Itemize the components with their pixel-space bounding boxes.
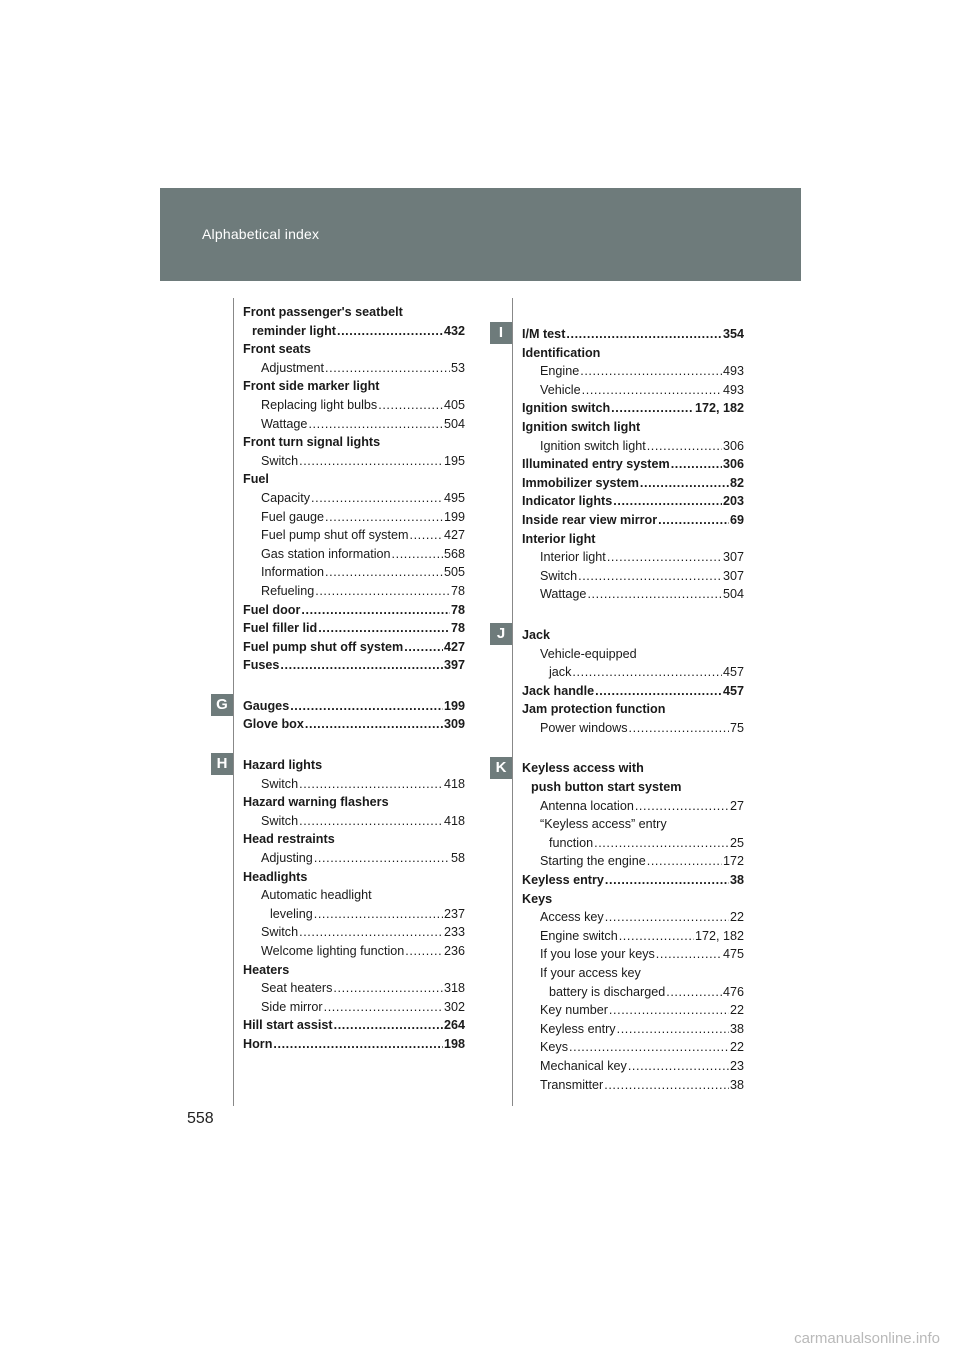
entry-term: Power windows (540, 720, 628, 735)
entry-term: Automatic headlight (261, 888, 372, 903)
entry-page-ref[interactable]: 78 (450, 583, 465, 598)
entry-term: Keys (522, 891, 553, 906)
dot-leader (314, 905, 443, 924)
entry-page-ref[interactable]: 309 (443, 717, 465, 732)
entry-term: Transmitter (540, 1077, 604, 1092)
index-entry[interactable] (522, 1020, 744, 1039)
entry-term: If you lose your keys (540, 947, 655, 962)
dot-leader (325, 563, 443, 582)
entry-term: Switch (261, 813, 299, 828)
entry-page-ref[interactable]: 307 (722, 568, 744, 583)
entry-page-ref[interactable]: 505 (443, 565, 465, 580)
dot-leader (299, 775, 443, 794)
entry-page-ref[interactable]: 78 (450, 602, 465, 617)
index-entry[interactable] (243, 656, 465, 675)
dot-leader (611, 399, 694, 418)
index-entry[interactable] (522, 585, 744, 604)
dot-leader (315, 582, 450, 601)
entry-page-ref[interactable]: 23 (729, 1058, 744, 1073)
index-entry[interactable] (243, 697, 465, 716)
entry-page-ref[interactable]: 198 (443, 1036, 465, 1051)
index-entry (243, 470, 465, 489)
entry-page-ref[interactable]: 475 (722, 947, 744, 962)
entry-page-ref[interactable]: 427 (443, 528, 465, 543)
entry-page-ref[interactable]: 199 (443, 698, 465, 713)
entry-term: Front seats (243, 342, 311, 357)
index-entry[interactable] (243, 415, 465, 434)
entry-page-ref[interactable]: 318 (443, 981, 465, 996)
index-entry[interactable] (243, 508, 465, 527)
entry-term: Fuel (243, 472, 269, 487)
dot-leader (404, 638, 443, 657)
index-entry[interactable] (522, 511, 744, 530)
entry-page-ref[interactable]: 38 (729, 873, 744, 888)
entry-page-ref[interactable]: 493 (722, 364, 744, 379)
dot-leader (299, 452, 443, 471)
entry-page-ref[interactable]: 69 (729, 512, 744, 527)
index-entry (243, 433, 465, 452)
dot-leader (314, 849, 450, 868)
entry-term: Front side marker light (243, 379, 380, 394)
dot-leader (333, 979, 443, 998)
entry-page-ref[interactable]: 199 (443, 509, 465, 524)
dot-leader (628, 1057, 729, 1076)
entry-term: Antenna location (540, 798, 634, 813)
header-title: Alphabetical index (202, 226, 320, 242)
index-entry[interactable] (243, 359, 465, 378)
section-letter-h: H (211, 753, 233, 775)
dot-leader (325, 508, 443, 527)
section-letter-k: K (490, 757, 512, 779)
entry-term: Front passenger's seatbelt (243, 305, 403, 319)
dot-leader (647, 437, 722, 456)
index-entry[interactable] (522, 852, 744, 871)
entry-term: reminder light (252, 323, 336, 338)
dot-leader (572, 663, 722, 682)
index-entry[interactable] (522, 362, 744, 381)
index-entry[interactable] (243, 452, 465, 471)
index-entry[interactable] (522, 437, 744, 456)
dot-leader (569, 1038, 729, 1057)
entry-term: Interior light (540, 550, 606, 565)
entry-term: Engine switch (540, 928, 618, 943)
entry-term: Jam protection function (522, 702, 666, 717)
entry-page-ref[interactable]: 75 (729, 720, 744, 735)
index-entry[interactable] (522, 927, 744, 946)
entry-term: Seat heaters (261, 981, 333, 996)
index-entry[interactable] (522, 719, 744, 738)
entry-page-ref[interactable]: 493 (722, 382, 744, 397)
entry-term: Glove box (243, 717, 304, 732)
index-entry[interactable] (522, 1001, 744, 1020)
entry-page-ref[interactable]: 504 (443, 416, 465, 431)
entry-term: Keyless entry (540, 1021, 616, 1036)
entry-term: Fuel pump shut off system (243, 639, 404, 654)
entry-term: I/M test (522, 327, 566, 341)
entry-term: Fuel filler lid (243, 621, 318, 636)
index-entry (243, 961, 465, 980)
index-entry (243, 756, 465, 775)
entry-term: Access key (540, 910, 604, 925)
dot-leader (392, 545, 443, 564)
index-entry[interactable] (522, 548, 744, 567)
index-entry (243, 377, 465, 396)
entry-term: Horn (243, 1036, 273, 1051)
index-entry (243, 340, 465, 359)
entry-page-ref[interactable]: 568 (443, 546, 465, 561)
entry-term: Hazard lights (243, 758, 323, 773)
entry-term: Jack (522, 627, 551, 642)
entry-term: leveling (270, 906, 313, 921)
dot-leader (409, 526, 443, 545)
dot-leader (318, 619, 450, 638)
entry-term: Fuel gauge (261, 509, 325, 524)
index-entry[interactable] (243, 998, 465, 1017)
index-entry[interactable] (243, 601, 465, 620)
index-entry (522, 344, 744, 363)
entry-term: Key number (540, 1003, 608, 1018)
entry-term: Welcome lighting function (261, 944, 405, 958)
dot-leader (299, 923, 443, 942)
entry-page-ref[interactable]: 22 (729, 1003, 744, 1018)
entry-term: Keyless access with (522, 761, 644, 776)
entry-page-ref[interactable]: 78 (450, 621, 465, 636)
index-entry (243, 868, 465, 887)
index-entry[interactable] (243, 942, 465, 961)
index-entry (522, 815, 744, 834)
entry-page-ref[interactable]: 38 (729, 1077, 744, 1092)
index-entry[interactable] (522, 945, 744, 964)
entry-page-ref[interactable]: 457 (722, 683, 744, 698)
dot-leader (378, 396, 443, 415)
entry-term: Adjustment (261, 360, 324, 375)
entry-term: Fuses (243, 658, 280, 673)
entry-page-ref[interactable]: 22 (729, 910, 744, 925)
index-entry[interactable] (522, 1038, 744, 1057)
index-entry[interactable] (522, 474, 744, 493)
entry-page-ref[interactable]: 22 (729, 1040, 744, 1055)
index-entry (522, 759, 744, 778)
entry-term: Illuminated entry system (522, 457, 670, 472)
entry-term: Mechanical key (540, 1058, 627, 1073)
entry-term: Fuel door (243, 602, 301, 617)
index-entry[interactable] (243, 619, 465, 638)
index-entry (522, 778, 744, 797)
index-entry (243, 886, 465, 905)
entry-term: Side mirror (261, 999, 323, 1014)
index-column-left (243, 303, 465, 1054)
entry-page-ref[interactable]: 237 (443, 906, 465, 921)
index-entry (522, 626, 744, 645)
left-column-rule (233, 298, 234, 1106)
entry-page-ref[interactable]: 38 (729, 1021, 744, 1036)
entry-page-ref[interactable]: 25 (729, 835, 744, 850)
index-entry[interactable] (243, 563, 465, 582)
index-entry[interactable] (522, 492, 744, 511)
entry-page-ref[interactable]: 306 (722, 438, 744, 453)
entry-term: Indicator lights (522, 494, 613, 509)
entry-term: “Keyless access” entry (540, 817, 667, 832)
index-entry[interactable] (243, 1016, 465, 1035)
dot-leader (647, 852, 722, 871)
index-entry[interactable] (522, 908, 744, 927)
entry-page-ref[interactable]: 195 (443, 453, 465, 468)
entry-term: Fuel pump shut off system (261, 528, 409, 543)
index-entry (522, 964, 744, 983)
entry-term: Engine (540, 364, 580, 379)
entry-page-ref[interactable]: 302 (443, 999, 465, 1014)
entry-term: Wattage (261, 416, 308, 431)
entry-term: Keys (540, 1040, 568, 1055)
entry-page-ref[interactable]: 397 (443, 658, 465, 673)
index-entry (243, 830, 465, 849)
dot-leader (604, 1076, 729, 1095)
dot-leader (629, 719, 729, 738)
entry-term: Information (261, 565, 324, 580)
entry-term: Identification (522, 345, 601, 360)
dot-leader (617, 1020, 729, 1039)
dot-leader (301, 601, 450, 620)
section-letter-g: G (211, 694, 233, 716)
dot-leader (337, 322, 443, 341)
entry-page-ref[interactable]: 27 (729, 798, 744, 813)
entry-term: push button start system (531, 780, 682, 795)
dot-leader (635, 797, 729, 816)
entry-term: function (549, 835, 594, 850)
dot-leader (305, 715, 443, 734)
dot-leader (324, 998, 443, 1017)
entry-page-ref[interactable]: 307 (722, 550, 744, 565)
dot-leader (566, 325, 722, 344)
dot-leader (605, 908, 729, 927)
section-gap (522, 303, 744, 325)
index-entry (243, 793, 465, 812)
entry-page-ref[interactable]: 457 (722, 665, 744, 680)
entry-term: Replacing light bulbs (261, 397, 378, 412)
index-entry[interactable] (243, 545, 465, 564)
entry-term: Heaters (243, 962, 290, 977)
dot-leader (582, 381, 722, 400)
section-gap (243, 675, 465, 697)
index-entry[interactable] (243, 775, 465, 794)
entry-page-ref[interactable]: 233 (443, 925, 465, 940)
entry-term: Headlights (243, 869, 308, 884)
entry-page-ref[interactable]: 504 (722, 587, 744, 602)
section-letter-i: I (490, 322, 512, 344)
dot-leader (280, 656, 443, 675)
section-letter-j: J (490, 623, 512, 645)
dot-leader (613, 492, 722, 511)
entry-term: Ignition switch light (540, 438, 646, 453)
dot-leader (308, 415, 443, 434)
dot-leader (640, 474, 729, 493)
entry-term: Switch (540, 568, 578, 583)
entry-page-ref[interactable]: 53 (450, 360, 465, 375)
dot-leader (609, 1001, 729, 1020)
index-entry[interactable] (243, 489, 465, 508)
index-entry[interactable] (243, 923, 465, 942)
dot-leader (311, 489, 443, 508)
entry-term: Switch (261, 453, 299, 468)
entry-page-ref[interactable]: 203 (722, 494, 744, 509)
entry-page-ref[interactable]: 476 (722, 984, 744, 999)
index-entry[interactable] (243, 582, 465, 601)
dot-leader (405, 942, 443, 961)
index-entry[interactable] (522, 797, 744, 816)
entry-page-ref[interactable]: 306 (722, 457, 744, 472)
entry-page-ref[interactable]: 172, 182 (694, 928, 744, 943)
dot-leader (595, 682, 722, 701)
index-entry[interactable] (522, 381, 744, 400)
section-gap (522, 604, 744, 626)
entry-term: Hill start assist (243, 1018, 333, 1033)
index-entry (522, 645, 744, 664)
entry-page-ref[interactable]: 172, 182 (694, 401, 744, 416)
entry-term: Hazard warning flashers (243, 795, 389, 810)
index-entry[interactable] (522, 663, 744, 682)
dot-leader (578, 567, 722, 586)
entry-page-ref[interactable]: 405 (443, 397, 465, 412)
page-number: 558 (187, 1110, 214, 1127)
dot-leader (605, 871, 729, 890)
entry-term: Starting the engine (540, 854, 646, 869)
index-entry[interactable] (522, 399, 744, 418)
entry-term: Refueling (261, 583, 315, 598)
index-entry[interactable] (522, 834, 744, 853)
index-entry[interactable] (243, 396, 465, 415)
entry-term: Front turn signal lights (243, 435, 381, 450)
entry-page-ref[interactable]: 427 (443, 639, 465, 654)
entry-term: Switch (261, 925, 299, 940)
watermark: carmanualsonline.info (794, 1330, 940, 1347)
entry-page-ref[interactable]: 354 (722, 327, 744, 341)
entry-page-ref[interactable]: 172 (722, 854, 744, 869)
section-gap (522, 737, 744, 759)
dot-leader (334, 1016, 443, 1035)
entry-page-ref[interactable]: 418 (443, 776, 465, 791)
entry-term: Inside rear view mirror (522, 512, 658, 527)
entry-term: Wattage (540, 587, 587, 602)
index-entry[interactable] (522, 325, 744, 344)
entry-term: Gas station information (261, 546, 391, 561)
section-gap (243, 734, 465, 756)
entry-page-ref[interactable]: 58 (450, 851, 465, 866)
dot-leader (580, 362, 722, 381)
dot-leader (666, 983, 722, 1002)
index-entry (243, 303, 465, 322)
index-entry[interactable] (522, 682, 744, 701)
entry-page-ref[interactable]: 432 (443, 323, 465, 338)
dot-leader (290, 697, 443, 716)
entry-page-ref[interactable]: 418 (443, 813, 465, 828)
index-entry[interactable] (522, 455, 744, 474)
entry-term: Vehicle-equipped (540, 646, 637, 661)
dot-leader (273, 1035, 443, 1054)
index-column-right (522, 303, 744, 1094)
entry-page-ref[interactable]: 495 (443, 490, 465, 505)
index-entry[interactable] (522, 567, 744, 586)
dot-leader (594, 834, 729, 853)
dot-leader (607, 548, 722, 567)
index-entry (522, 530, 744, 549)
entry-page-ref[interactable]: 82 (729, 475, 744, 490)
entry-term: Head restraints (243, 832, 335, 847)
index-entry[interactable] (243, 849, 465, 868)
index-entry (522, 418, 744, 437)
entry-term: jack (549, 665, 572, 680)
entry-term: Adjusting (261, 851, 313, 866)
index-entry[interactable] (522, 983, 744, 1002)
index-entry[interactable] (243, 526, 465, 545)
entry-term: Capacity (261, 490, 310, 505)
entry-term: Keyless entry (522, 873, 604, 888)
entry-page-ref[interactable]: 236 (443, 944, 465, 958)
dot-leader (656, 945, 722, 964)
dot-leader (671, 455, 722, 474)
index-entry[interactable] (243, 715, 465, 734)
entry-term: Vehicle (540, 382, 581, 397)
entry-term: If your access key (540, 966, 641, 980)
entry-term: Gauges (243, 698, 290, 713)
index-entry[interactable] (243, 905, 465, 924)
entry-term: Switch (261, 776, 299, 791)
entry-term: Jack handle (522, 683, 595, 698)
dot-leader (299, 812, 443, 831)
entry-term: battery is discharged (549, 984, 666, 999)
index-entry (522, 890, 744, 909)
dot-leader (587, 585, 722, 604)
entry-page-ref[interactable]: 264 (443, 1018, 465, 1033)
index-entry (522, 700, 744, 719)
index-entry[interactable] (522, 871, 744, 890)
dot-leader (619, 927, 694, 946)
index-entry[interactable] (243, 979, 465, 998)
right-column-rule (512, 298, 513, 1106)
index-entry[interactable] (243, 638, 465, 657)
index-entry[interactable] (522, 1057, 744, 1076)
index-entry[interactable] (522, 1076, 744, 1095)
entry-term: Interior light (522, 531, 596, 546)
entry-term: Immobilizer system (522, 475, 639, 490)
dot-leader (325, 359, 450, 378)
index-entry[interactable] (243, 322, 465, 341)
index-entry[interactable] (243, 1035, 465, 1054)
entry-term: Ignition switch (522, 401, 611, 416)
page-header (160, 188, 801, 281)
dot-leader (658, 511, 729, 530)
entry-term: Ignition switch light (522, 419, 641, 434)
index-entry[interactable] (243, 812, 465, 831)
